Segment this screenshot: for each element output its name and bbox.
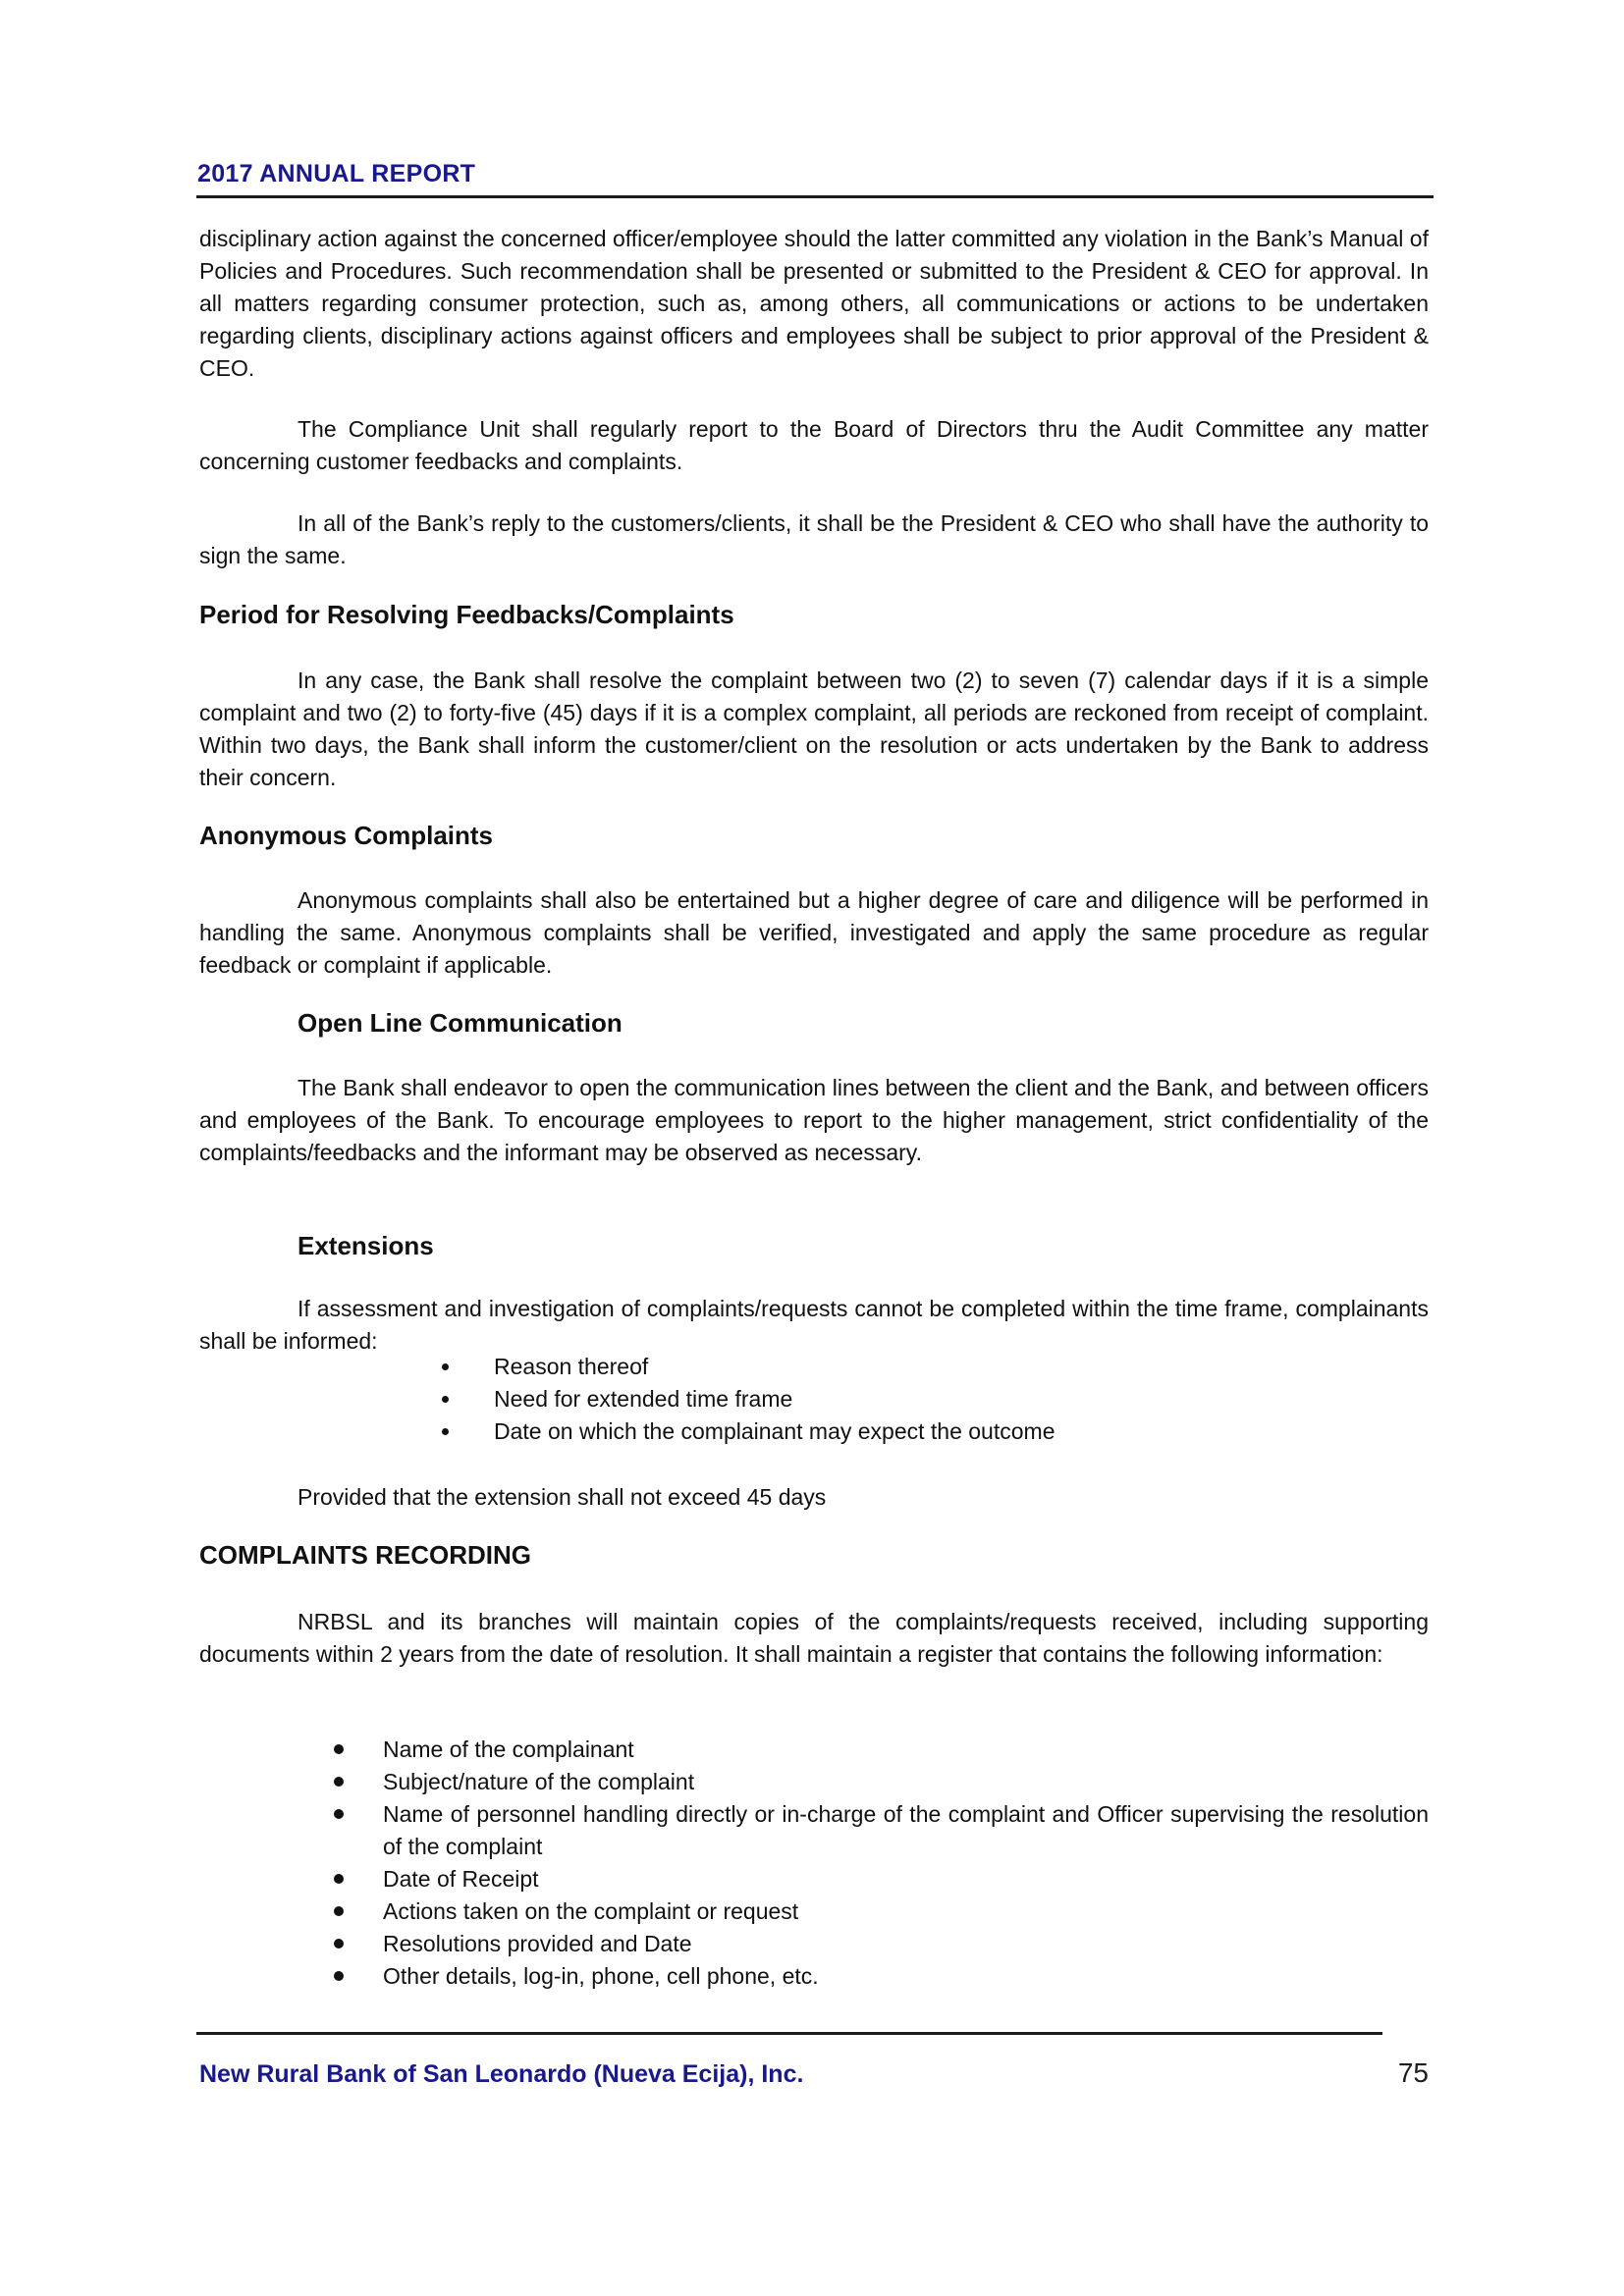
paragraph-resolution-period: In any case, the Bank shall resolve the complaint between two (2) to seven (7) calendar days if it is a simple complaint and two (2) to forty-five (45) days if it is a complex complaint, all periods are reckoned from receipt of complaint. Within two days, the Bank shall inform the customer/client on the resolution or acts undertaken by the Bank to address their concern. [199, 667, 1429, 790]
section-heading-period-for-resolving: Period for Resolving Feedbacks/Complaints [199, 600, 734, 629]
paragraph-disciplinary-action: disciplinary action against the concerned officer/employee should the latter committed any violation in the Bank’s Manual of Policies and Procedures. Such recommendation shall be presented or submitted to the President & CEO for approval. In all matters regarding consumer protection, such as, among others, all communications or actions to be undertaken regarding clients, disciplinary actions against officers and employees shall be subject to prior approval of the President & CEO. [199, 226, 1429, 381]
list-item: Subject/nature of the complaint [199, 1766, 1429, 1798]
section-heading-complaints-recording: COMPLAINTS RECORDING [199, 1540, 531, 1570]
section-heading-anonymous-complaints: Anonymous Complaints [199, 821, 494, 850]
list-item: Name of personnel handling directly or in-charge of the complaint and Officer supervising the resolution of the complaint [199, 1798, 1429, 1863]
footer-rule [196, 2032, 1382, 2035]
page-number: 75 [1397, 2057, 1429, 2088]
section-heading-open-line-communication: Open Line Communication [298, 1008, 623, 1038]
list-item: Name of the complainant [199, 1734, 1429, 1766]
page-footer [199, 2057, 1429, 2089]
paragraph-open-line: The Bank shall endeavor to open the communication lines between the client and the Bank, and between officers and employees of the Bank. To encourage employees to report to the higher management, strict confidentiality of the complaints/feedbacks and the informant may be observed as necessary. [199, 1075, 1429, 1165]
list-item: Actions taken on the complaint or request [199, 1896, 1429, 1928]
footer-bank-name: New Rural Bank of San Leonardo (Nueva Ecija), Inc. [199, 2060, 804, 2088]
list-item: Reason thereof [199, 1351, 1429, 1383]
bullet-list-register-fields [199, 1734, 1429, 1993]
paragraph-compliance-unit: The Compliance Unit shall regularly report to the Board of Directors thru the Audit Committee any matter concerning customer feedbacks and complaints. [199, 416, 1429, 474]
paragraph-extensions-intro: If assessment and investigation of complaints/requests cannot be completed within the time frame, complainants shall be informed: [199, 1296, 1429, 1354]
bullet-list-extension-notice [199, 1351, 1429, 1448]
paragraph-nrbsl-register: NRBSL and its branches will maintain copies of the complaints/requests received, including supporting documents within 2 years from the date of resolution. It shall maintain a register that contains the following information: [199, 1609, 1429, 1667]
list-item: Date of Receipt [199, 1863, 1429, 1896]
paragraph-bank-reply: In all of the Bank’s reply to the customers/clients, it shall be the President & CEO who shall have the authority to sign the same. [199, 510, 1429, 568]
section-heading-extensions: Extensions [298, 1231, 434, 1260]
list-item: Other details, log-in, phone, cell phone, etc. [199, 1960, 1429, 1993]
list-item: Resolutions provided and Date [199, 1928, 1429, 1960]
header-rule [196, 195, 1434, 198]
paragraph-provided-extension: Provided that the extension shall not exceed 45 days [298, 1484, 827, 1510]
list-item: Need for extended time frame [199, 1383, 1429, 1415]
paragraph-anonymous-complaints: Anonymous complaints shall also be entertained but a higher degree of care and diligence will be performed in handling the same. Anonymous complaints shall be verified, investigated and apply the same procedure as regular feedback or complaint if applicable. [199, 887, 1429, 978]
list-item: Date on which the complainant may expect the outcome [199, 1415, 1429, 1448]
page-title: 2017 ANNUAL REPORT [197, 160, 476, 187]
